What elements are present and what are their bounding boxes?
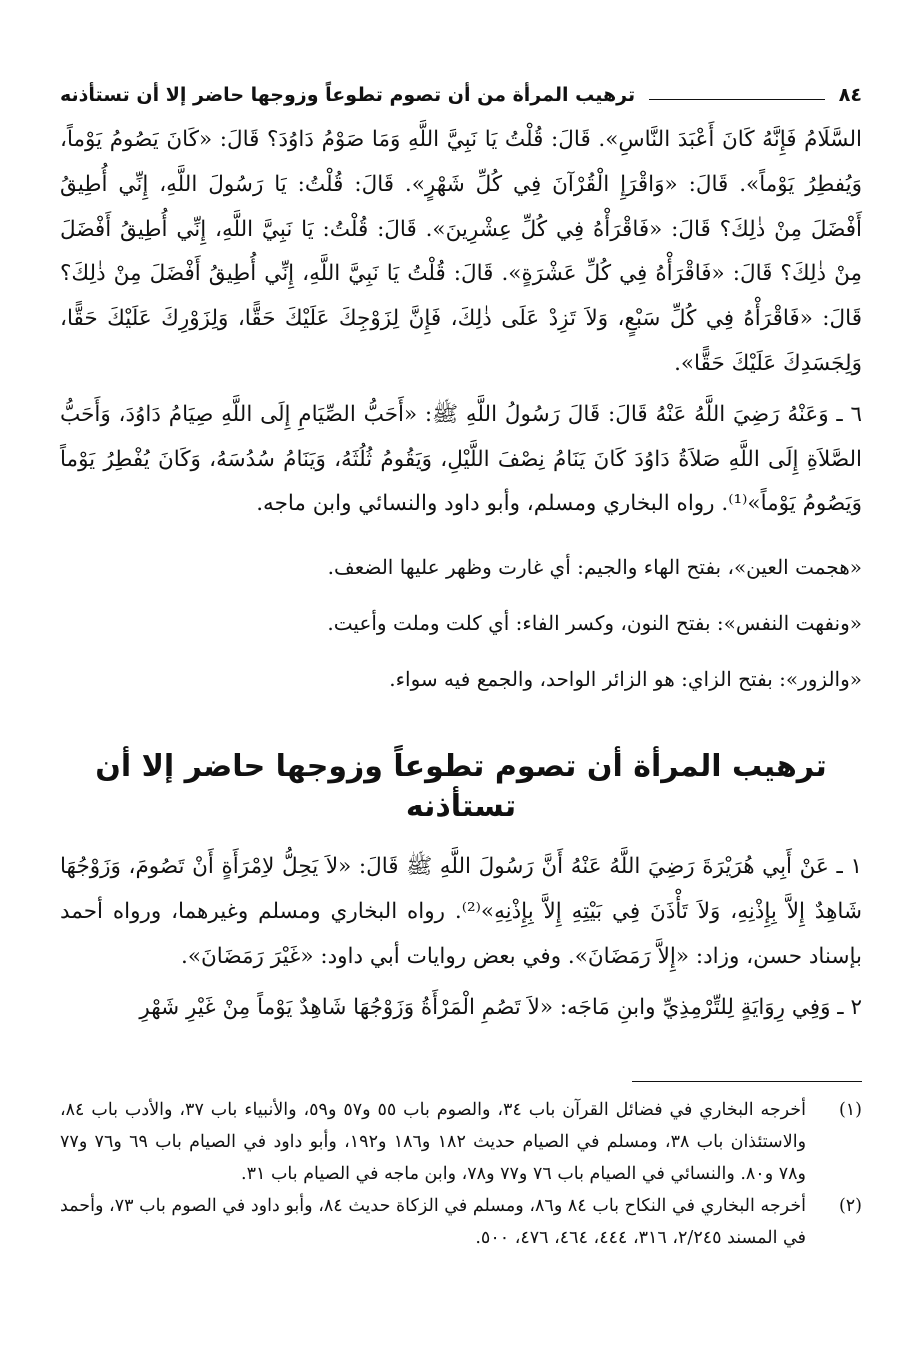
section-title: ترهيب المرأة أن تصوم تطوعاً وزوجها حاضر إلا أن تستأذنه [95,749,827,825]
footnote [60,1190,862,1254]
hadith-paragraph: ٦ ـ وَعَنْهُ رَضِيَ اللَّهُ عَنْهُ قَالَ: قَالَ رَسُولُ اللَّهِ ﷺ: «أَحَبُّ الصِّيَامِ إِلَى اللَّهِ صِيَامُ دَاوُدَ، وَأَحَبُّ الصَّلاَةِ إِلَى اللَّهِ صَلاَةُ دَاوُدَ كَانَ يَنَامُ نِصْفَ اللَّيْلِ، وَيَقُومُ ثُلُثَهُ، وَيَنَامُ سُدُسَهُ، وَكَانَ يُفْطِرُ يَوْماً وَيَصُومُ يَوْماً»⁽¹⁾. رواه البخاري ومسلم، وأبو داود والنسائي وابن ماجه. [60,401,862,517]
hadith-paragraph: ٢ ـ وَفِي رِوَايَةٍ لِلتِّرْمِذِيِّ وابنِ مَاجَه: «لاَ تَصُمِ الْمَرْأَةُ وَزَوْجُهَا شَاهِدٌ يَوْماً مِنْ غَيْرِ شَهْرِ [139,994,862,1020]
footnote-number: (١) [838,1100,862,1120]
glossary-entry: «والزور»: بفتح الزاي: هو الزائر الواحد، والجمع فيه سواء. [389,667,862,692]
page-number: ٨٤ [838,84,862,106]
hadith-paragraph: السَّلَامُ فَإِنَّهُ كَانَ أَعْبَدَ النَّاسِ». قَالَ: قُلْتُ يَا نَبِيَّ اللَّهِ وَمَا صَوْمُ دَاوُدَ؟ قَالَ: «كَانَ يَصُومُ يَوْماً، وَيُفطِرُ يَوْماً». قَالَ: «وَاقْرَإِ الْقُرْآنَ فِي كُلِّ شَهْرٍ». قَالَ: قُلْتُ: يَا رَسُولَ اللَّهِ، إِنِّي أُطِيقُ أَفْضَلَ مِنْ ذٰلِكَ؟ قَالَ: «فَاقْرَأْهُ فِي كُلِّ عِشْرِينَ». قَالَ: قُلْتُ: يَا نَبِيَّ اللَّهِ، إِنِّي أُطِيقُ أَفْضَلَ مِنْ ذٰلِكَ؟ قَالَ: «فَاقْرَأْهُ فِي كُلِّ عَشْرَةٍ». قَالَ: قُلْتُ يَا نَبِيَّ اللَّهِ، إِنِّي أُطِيقُ أَفْضَلَ مِنْ ذٰلِكَ؟ قَالَ: «فَاقْرَأْهُ فِي كُلِّ سَبْعٍ، وَلاَ تَزِدْ عَلَى ذٰلِكَ، فَإِنَّ لِزَوْجِكَ عَلَيْكَ حَقًّا، وَلِزَوْرِكَ عَلَيْكَ حَقًّا، وَلِجَسَدِكَ عَلَيْكَ حَقًّا». [60,127,862,376]
running-title: ترهيب المرأة من أن تصوم تطوعاً وزوجها حاضر إلا أن تستأذنه [60,84,636,106]
footnote [60,1094,862,1190]
footnote-separator [632,1081,862,1082]
main-text [60,118,862,1030]
footnote-number: (٢) [838,1196,862,1216]
header-rule [649,99,825,100]
footnotes [60,1094,862,1254]
hadith-paragraph: ١ ـ عَنْ أَبِي هُرَيْرَةَ رَضِيَ اللَّهُ عَنْهُ أَنَّ رَسُولَ اللَّهِ ﷺ قَالَ: «لاَ يَحِلُّ لاِمْرَأَةٍ أَنْ تَصُومَ، وَزَوْجُهَا شَاهِدٌ إِلاَّ بِإِذْنِهِ، وَلاَ تَأْذَنَ فِي بَيْتِهِ إِلاَّ بِإِذْنِهِ»⁽²⁾. رواه البخاري ومسلم وغيرهما، ورواه أحمد بإسناد حسن، وزاد: «إِلاَّ رَمَضَانَ». وفي بعض روايات أبي داود: «غَيْرَ رَمَضَانَ». [60,854,862,969]
glossary-entry: «ونفهت النفس»: بفتح النون، وكسر الفاء: أي كلت وملت وأعيت. [327,611,862,636]
footnote-text: أخرجه البخاري في النكاح باب ٨٤ و٨٦، ومسلم في الزكاة حديث ٨٤، وأبو داود في الصوم باب ٧٣، وأحمد في المسند ٢/٢٤٥، ٣١٦، ٤٤٤، ٤٦٤، ٤٧٦، ٥٠٠. [60,1196,806,1248]
running-header [60,62,862,106]
glossary-entry: «هجمت العين»، بفتح الهاء والجيم: أي غارت وظهر عليها الضعف. [327,555,862,580]
footnote-text: أخرجه البخاري في فضائل القرآن باب ٣٤، والصوم باب ٥٥ و٥٧ و٥٩، والأنبياء باب ٣٧، والأدب باب ٨٤، والاستئذان باب ٣٨، ومسلم في الصيام حديث ١٨٢ و١٨٦ و١٩٢، وأبو داود في الصيام باب ٦٩ و٧٦ و٧٧ و٧٨ و٨٠. والنسائي في الصيام باب ٧٦ و٧٧ و٧٨، وابن ماجه في الصيام باب ٣١. [60,1100,807,1184]
